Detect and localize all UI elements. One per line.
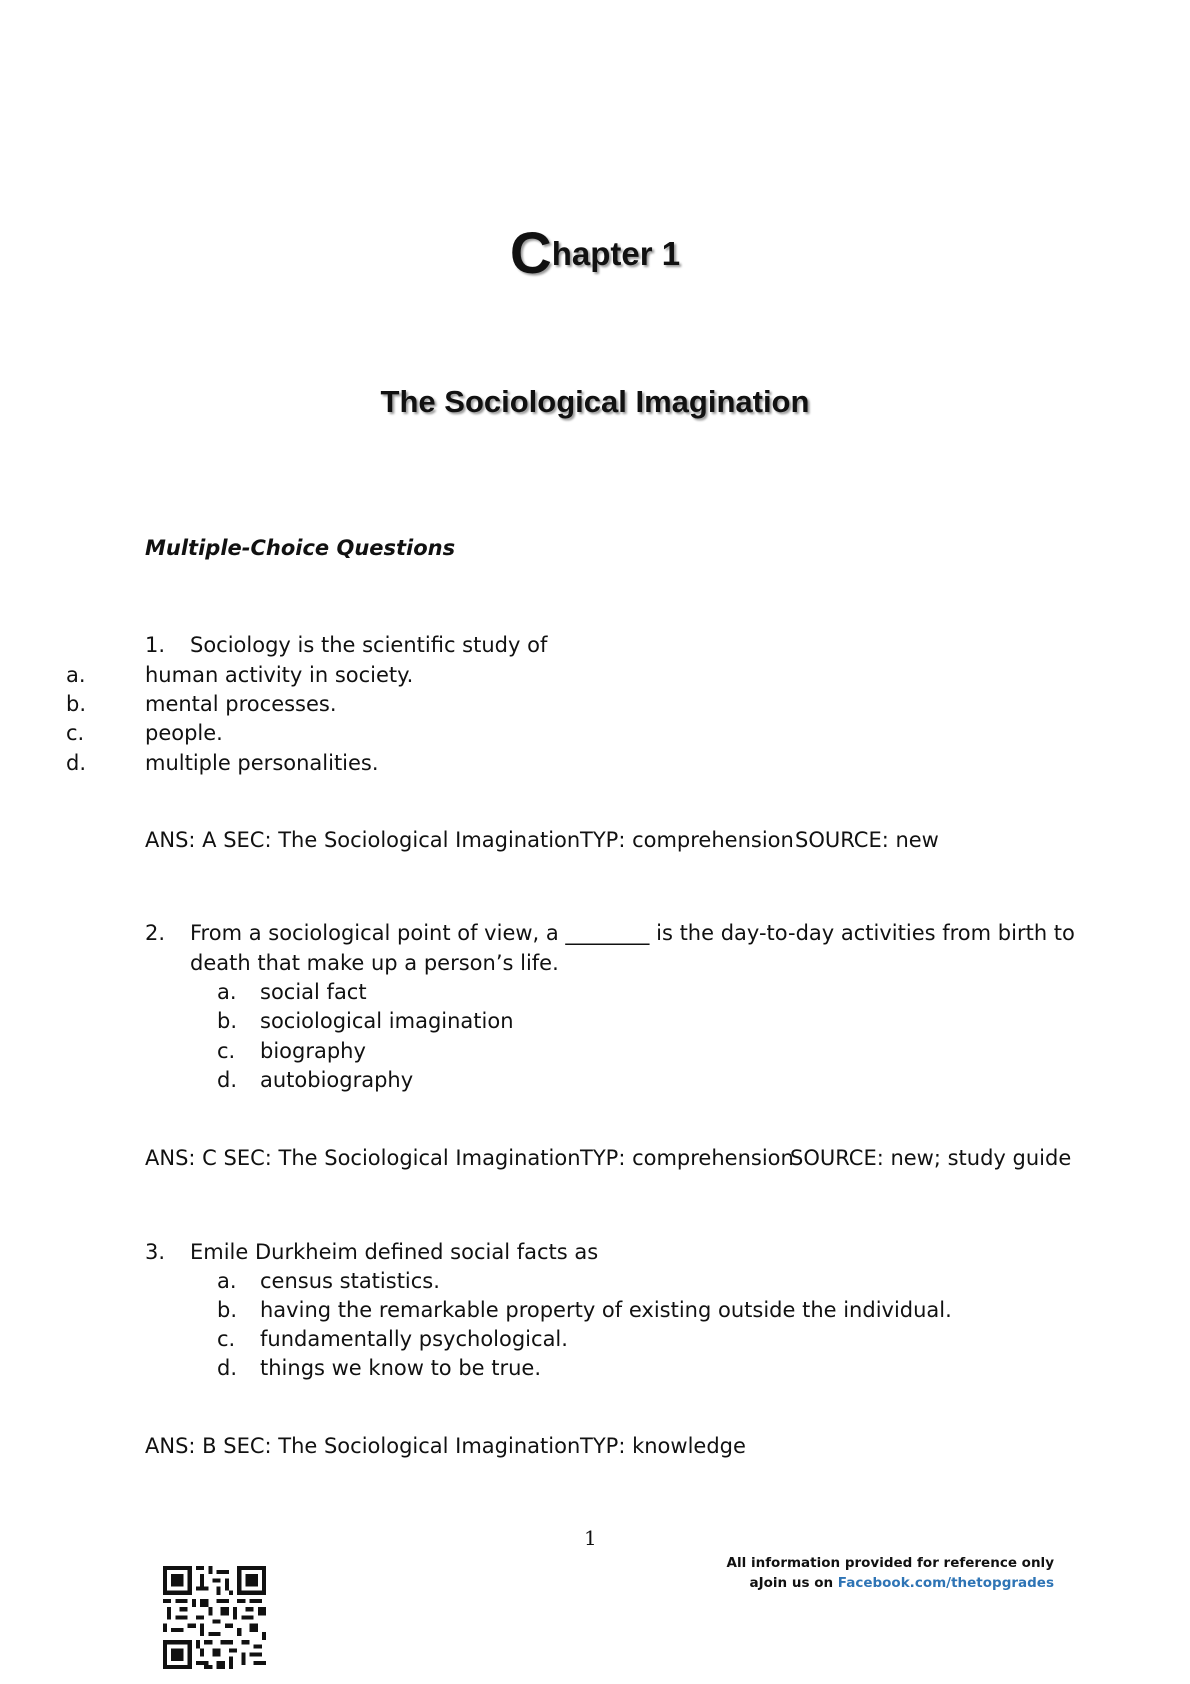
q2-option-a-letter: a.: [217, 980, 237, 1004]
q1-option-d-text: multiple personalities.: [145, 751, 379, 775]
q1-stem: Sociology is the scientific study of: [190, 633, 548, 657]
q3-option-d-letter: d.: [217, 1356, 238, 1380]
q1-option-b-letter: b.: [66, 692, 87, 716]
q3-option-a-letter: a.: [217, 1269, 237, 1293]
chapter-title-rest: hapter 1: [551, 235, 681, 272]
q3-option-d-text: things we know to be true.: [260, 1356, 542, 1380]
q3-type: TYP: knowledge: [580, 1434, 746, 1458]
footer-line1: All information provided for reference only: [726, 1555, 1054, 1571]
q2-type: TYP: comprehension: [580, 1146, 794, 1170]
q3-answer: ANS: B SEC: The Sociological Imagination: [145, 1434, 581, 1458]
q1-option-a-letter: a.: [66, 663, 86, 687]
page-number: 1: [584, 1526, 597, 1550]
q3-option-b-letter: b.: [217, 1298, 238, 1322]
q3-option-c-letter: c.: [217, 1327, 236, 1351]
q2-option-c-text: biography: [260, 1039, 366, 1063]
q3-option-a-text: census statistics.: [260, 1269, 440, 1293]
q1-option-c-letter: c.: [66, 721, 85, 745]
q1-answer: ANS: A SEC: The Sociological Imagination: [145, 828, 581, 852]
q3-number: 3.: [145, 1240, 166, 1264]
q1-option-a-text: human activity in society.: [145, 663, 414, 687]
chapter-heading: [0, 220, 1190, 287]
qr-code-icon: [163, 1566, 266, 1669]
q1-source: SOURCE: new: [795, 828, 939, 852]
section-heading: Multiple-Choice Questions: [145, 536, 456, 560]
chapter-subtitle: The Sociological Imagination: [380, 384, 810, 419]
q2-answer: ANS: C SEC: The Sociological Imagination: [145, 1146, 581, 1170]
q2-source: SOURCE: new; study guide: [790, 1146, 1072, 1170]
q2-option-b-letter: b.: [217, 1009, 238, 1033]
q2-stem-line2: death that make up a person’s life.: [190, 951, 559, 975]
footer-note: [727, 1553, 1054, 1593]
q2-stem-line1: From a sociological point of view, a ________ is the day-to-day activities from birth to: [190, 921, 1075, 945]
q1-option-b-text: mental processes.: [145, 692, 337, 716]
q3-option-b-text: having the remarkable property of existing outside the individual.: [260, 1298, 952, 1322]
q1-type: TYP: comprehension: [580, 828, 794, 852]
q1-option-c-text: people.: [145, 721, 223, 745]
q2-option-b-text: sociological imagination: [260, 1009, 514, 1033]
q3-option-c-text: fundamentally psychological.: [260, 1327, 568, 1351]
q1-number: 1.: [145, 633, 166, 657]
q2-option-c-letter: c.: [217, 1039, 236, 1063]
q3-stem: Emile Durkheim defined social facts as: [190, 1240, 599, 1264]
q2-option-d-letter: d.: [217, 1068, 238, 1092]
q2-option-d-text: autobiography: [260, 1068, 414, 1092]
q2-option-a-text: social fact: [260, 980, 367, 1004]
q2-number: 2.: [145, 921, 166, 945]
q1-option-d-letter: d.: [66, 751, 87, 775]
footer-line2: [727, 1573, 1054, 1593]
footer-line2-prefix: aJoin us on: [749, 1575, 838, 1591]
facebook-link[interactable]: Facebook.com/thetopgrades: [837, 1575, 1054, 1591]
chapter-initial: C: [509, 221, 550, 286]
